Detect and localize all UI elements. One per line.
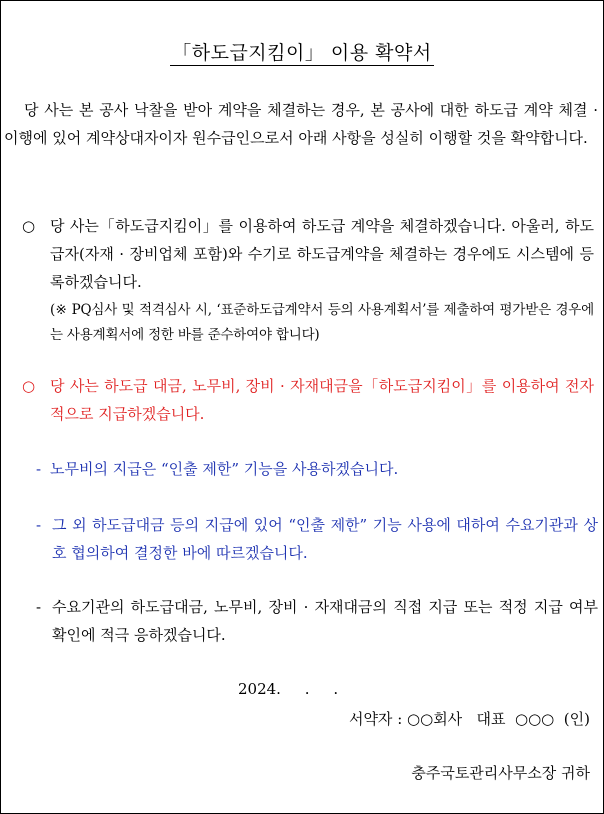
intro-paragraph: 당 사는 본 공사 낙찰을 받아 계약을 체결하는 경우, 본 공사에 대한 하도급 계약 체결 · 이행에 있어 계약상대자이자 원수급인으로서 아래 사항을 성실히 이행할 것을 확약합니다.: [4, 101, 598, 147]
sub-item-1-text: 노무비의 지급은 “인출 제한” 기능을 사용하겠습니다.: [50, 460, 399, 478]
dash-bullet-icon: -: [36, 460, 42, 478]
sub-item-2: [36, 511, 598, 567]
pledge-item-2: [22, 372, 594, 428]
circle-bullet-icon: ○: [22, 217, 36, 235]
pledge-item-1: [22, 212, 594, 348]
pledge-item-1-text: 당 사는「하도급지킴이」를 이용하여 하도급 계약을 체결하겠습니다. 아울러, 하도급자(자재 · 장비업체 포함)와 수기로 하도급계약을 체결하는 경우에도 시스템에 등록하겠습니다.: [50, 217, 594, 291]
document-title: [0, 38, 604, 65]
signer-line: 서약자 : ○○회사 대표 ○○○ (인): [348, 710, 590, 728]
pledge-item-2-text: 당 사는 하도급 대금, 노무비, 장비 · 자재대금을「하도급지킴이」를 이용하여 전자적으로 지급하겠습니다.: [50, 377, 594, 423]
date-line: 2024. . .: [238, 680, 339, 698]
dash-bullet-icon: -: [36, 516, 42, 534]
circle-bullet-icon: ○: [22, 377, 36, 395]
sub-item-3: [36, 593, 598, 649]
sub-item-2-text: 그 외 하도급대금 등의 지급에 있어 “인출 제한” 기능 사용에 대하여 수요기관과 상호 협의하여 결정한 바에 따르겠습니다.: [52, 516, 598, 562]
document-title-text: 「하도급지킴이」 이용 확약서: [172, 42, 432, 64]
pledge-item-1-note: (※ PQ심사 및 적격심사 시, ‘표준하도급계약서 등의 사용계획서’를 제출하여 평가받은 경우에는 사용계획서에 정한 바를 준수하여야 합니다): [50, 302, 594, 343]
sub-item-3-text: 수요기관의 하도급대금, 노무비, 장비 · 자재대금의 직접 지급 또는 적정 지급 여부 확인에 적극 응하겠습니다.: [52, 598, 598, 644]
dash-bullet-icon: -: [36, 598, 42, 616]
sub-item-1: [36, 455, 598, 483]
addressee-line: 충주국토관리사무소장 귀하: [411, 764, 590, 782]
